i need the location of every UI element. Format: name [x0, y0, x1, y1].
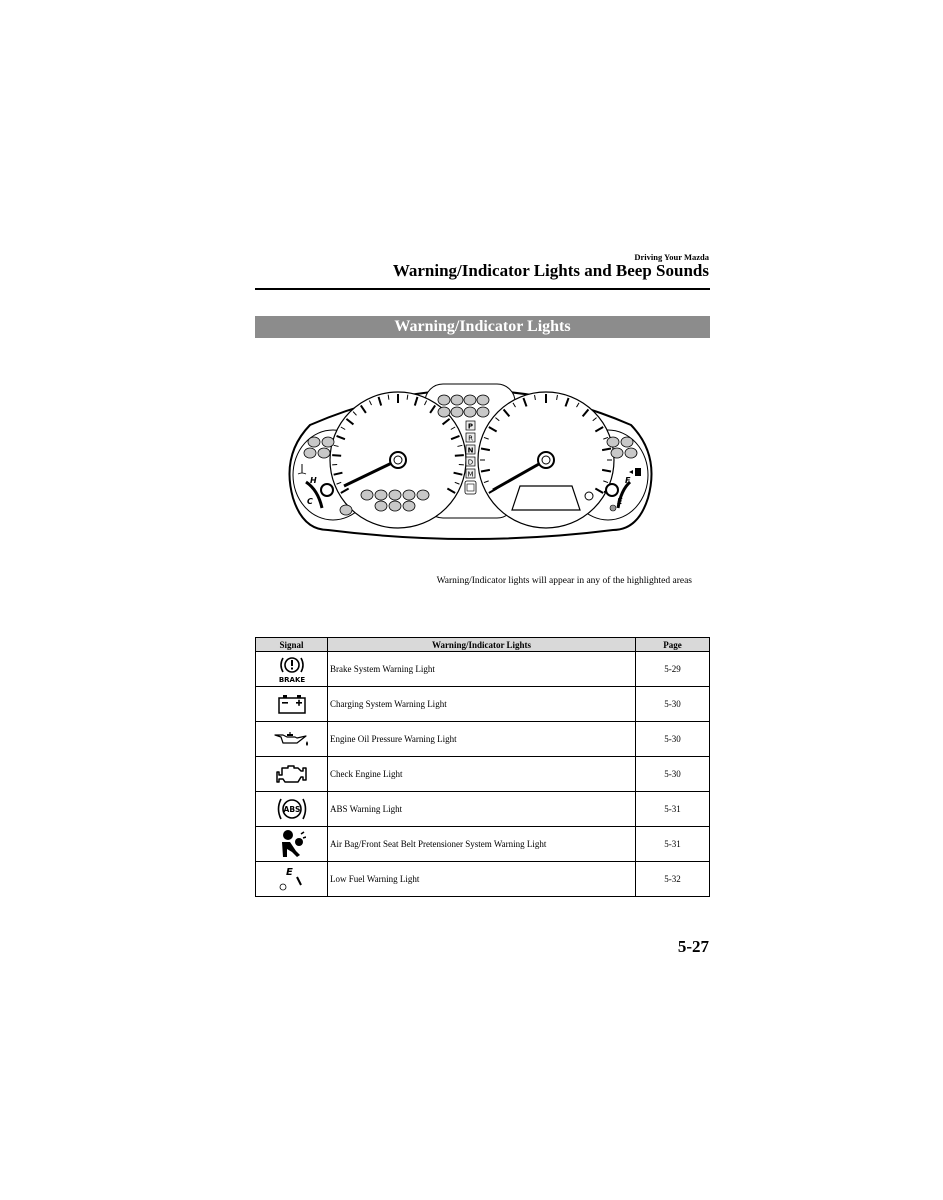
- temp-cold-label: C: [307, 497, 313, 506]
- temp-hub: [321, 484, 333, 496]
- section-label: Driving Your Mazda: [634, 252, 709, 262]
- page-number: 5-27: [677, 937, 709, 956]
- page-ref: 5-29: [636, 652, 710, 687]
- signal-cell: [256, 757, 328, 792]
- page-ref: 5-31: [636, 792, 710, 827]
- odometer-display: [512, 486, 580, 510]
- signal-cell: [256, 722, 328, 757]
- banner-title: Warning/Indicator Lights: [394, 318, 571, 335]
- table-row: [256, 792, 710, 827]
- signal-cell: [256, 652, 328, 687]
- page-ref: 5-30: [636, 757, 710, 792]
- page-ref: 5-30: [636, 722, 710, 757]
- fuel-empty-label: E: [617, 497, 623, 506]
- light-name: Check Engine Light: [328, 757, 636, 792]
- header-signal: Signal: [256, 638, 328, 652]
- speedometer-hub-inner: [394, 456, 402, 464]
- cluster-caption: Warning/Indicator lights will appear in any of the highlighted areas: [436, 576, 692, 586]
- gear-p: P: [467, 422, 474, 431]
- light-name: Engine Oil Pressure Warning Light: [328, 722, 636, 757]
- table-row: [256, 862, 710, 897]
- tachometer-hub-inner: [542, 456, 550, 464]
- light-name: Brake System Warning Light: [328, 652, 636, 687]
- engine-icon: [275, 762, 309, 786]
- fuel-full-label: F: [625, 476, 631, 485]
- low-fuel-icon: [277, 865, 307, 893]
- fuel-hub: [606, 484, 618, 496]
- gear-n: N: [467, 446, 474, 455]
- table-row: [256, 652, 710, 687]
- header-page: Page: [636, 638, 710, 652]
- table-row: [256, 757, 710, 792]
- signal-cell: [256, 827, 328, 862]
- gear-d: D: [467, 458, 474, 467]
- oil-can-icon: [273, 729, 311, 749]
- instrument-cluster-illustration: [288, 380, 653, 550]
- light-name: Air Bag/Front Seat Belt Pretensioner System Warning Light: [328, 827, 636, 862]
- low-fuel-icon-label: E: [285, 867, 293, 878]
- heading-rule: [255, 288, 710, 290]
- brake-warning-icon: [277, 654, 307, 684]
- warning-lights-table: [255, 637, 710, 897]
- signal-cell: [256, 862, 328, 897]
- table-row: [256, 687, 710, 722]
- page-ref: 5-31: [636, 827, 710, 862]
- table-header-row: [256, 638, 710, 652]
- light-name: Charging System Warning Light: [328, 687, 636, 722]
- table-row: [256, 827, 710, 862]
- light-name: Low Fuel Warning Light: [328, 862, 636, 897]
- header-lights: Warning/Indicator Lights: [328, 638, 636, 652]
- brake-icon-label: BRAKE: [278, 676, 305, 684]
- signal-cell: [256, 792, 328, 827]
- gear-m: M: [467, 470, 474, 479]
- signal-cell: [256, 687, 328, 722]
- abs-icon: [276, 795, 308, 823]
- section-banner: [255, 316, 710, 338]
- battery-icon: [277, 693, 307, 715]
- page-ref: 5-30: [636, 687, 710, 722]
- gear-r: R: [468, 434, 473, 443]
- temp-hot-label: H: [310, 476, 317, 485]
- airbag-icon: [278, 829, 306, 859]
- table-row: [256, 722, 710, 757]
- page-title: Warning/Indicator Lights and Beep Sounds: [392, 261, 709, 280]
- abs-icon-label: ABS: [283, 804, 300, 814]
- gauge-tick: [332, 455, 341, 456]
- fuel-warning-dot: [610, 505, 616, 511]
- gauge-tick: [455, 455, 464, 456]
- light-name: ABS Warning Light: [328, 792, 636, 827]
- page-ref: 5-32: [636, 862, 710, 897]
- trip-knob: [585, 492, 593, 500]
- cluster-drawing: [288, 380, 653, 550]
